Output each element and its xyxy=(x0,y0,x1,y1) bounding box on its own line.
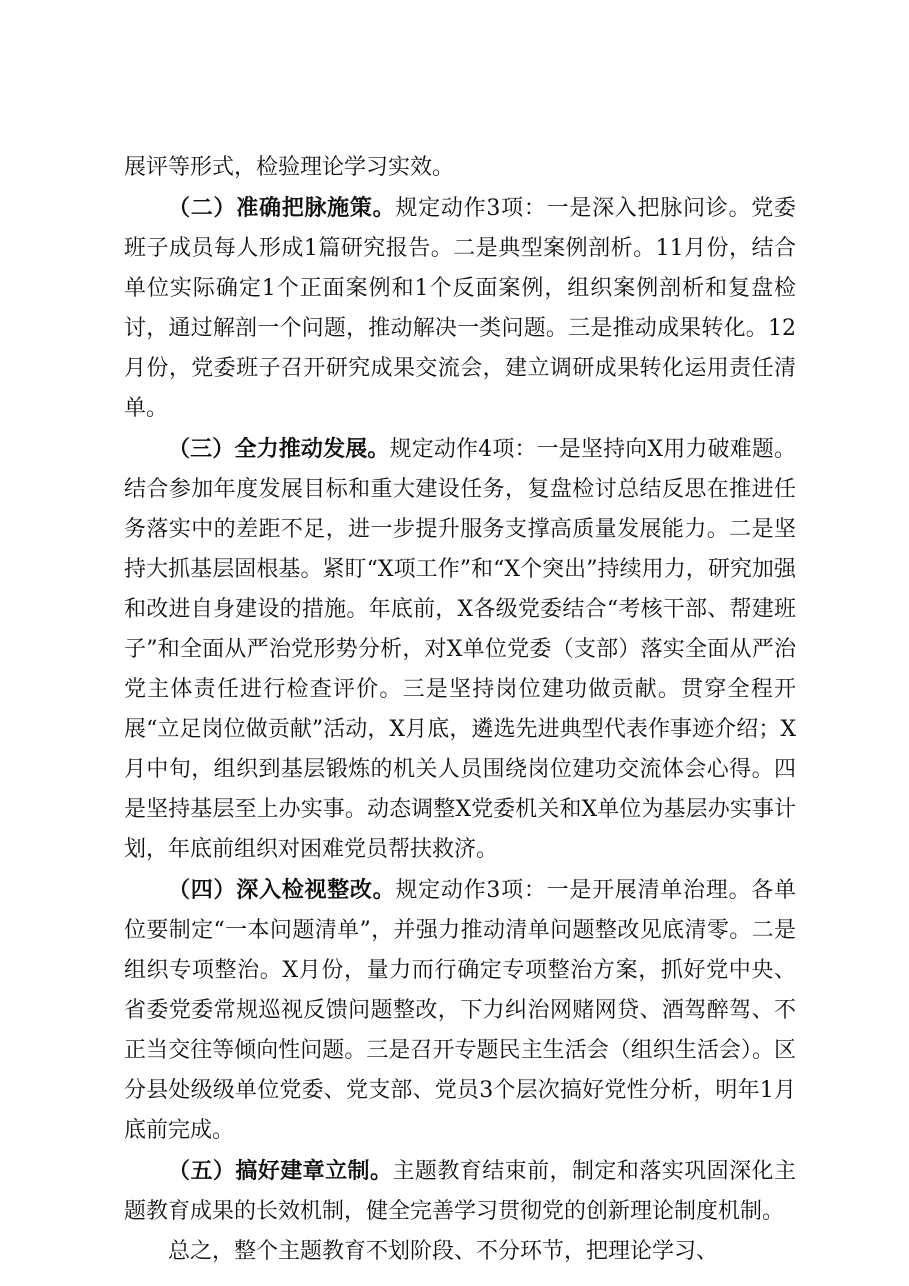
summary-body: 总之，整个主题教育不划阶段、不分环节，把理论学习、 xyxy=(168,1239,719,1264)
section-three-paragraph xyxy=(124,429,796,870)
section-five-heading: （五）搞好建章立制。 xyxy=(168,1158,393,1184)
paragraph-continuation xyxy=(124,148,796,188)
section-five-body: 主题教育结束前，制定和落实巩固深化主题教育成果的长效机制，健全完善学习贯彻党的创新理论制度机制。 xyxy=(124,1159,796,1224)
summary-paragraph xyxy=(124,1232,796,1272)
section-two-body: 规定动作3项：一是深入把脉问诊。党委班子成员每人形成1篇研究报告。二是典型案例剖析。11月份，结合单位实际确定1个正面案例和1个反面案例，组织案例剖析和复盘检讨，通过解剖一个问题，推动解决一类问题。三是推动成果转化。12月份，党委班子召开研究成果交流会，建立调研成果转化运用责任清单。 xyxy=(124,196,796,421)
section-two-paragraph xyxy=(124,188,796,429)
section-four-heading: （四）深入检视整改。 xyxy=(168,877,396,903)
section-five-paragraph xyxy=(124,1151,796,1232)
section-three-body: 规定动作4项：一是坚持向X用力破难题。结合参加年度发展目标和重大建设任务，复盘检讨总结反思在推进任务落实中的差距不足，进一步提升服务支撑高质量发展能力。二是坚持大抓基层固根基。紧盯“X项工作”和“X个突出”持续用力，研究加强和改进自身建设的措施。年底前，X各级党委结合“考核干部、帮建班子”和全面从严治党形势分析，对X单位党委（支部）落实全面从严治党主体责任进行检查评价。三是坚持岗位建功做贡献。贯穿全程开展“立足岗位做贡献”活动，X月底，遴选先进典型代表作事迹介绍；X月中旬，组织到基层锻炼的机关人员围绕岗位建功交流体会心得。四是坚持基层至上办实事。动态调整X党委机关和X单位为基层办实事计划，年底前组织对困难党员帮扶救济。 xyxy=(124,437,796,862)
section-four-body: 规定动作3项：一是开展清单治理。各单位要制定“一本问题清单”，并强力推动清单问题整改见底清零。二是组织专项整治。X月份，量力而行确定专项整治方案，抓好党中央、省委党委常规巡视反馈问题整改，下力纠治网赌网贷、酒驾醉驾、不正当交往等倾向性问题。三是召开专题民主生活会（组织生活会）。区分县处级级单位党委、党支部、党员3个层次搞好党性分析，明年1月底前完成。 xyxy=(124,878,796,1143)
section-three-heading: （三）全力推动发展。 xyxy=(168,436,390,462)
document-body xyxy=(124,148,796,1272)
paragraph-body: 展评等形式，检验理论学习实效。 xyxy=(124,155,455,180)
section-two-heading: （二）准确把脉施策。 xyxy=(168,195,396,221)
section-four-paragraph xyxy=(124,870,796,1151)
